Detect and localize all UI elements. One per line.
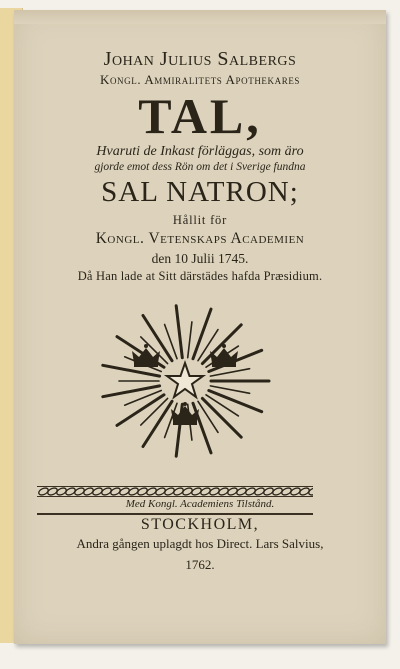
title-page: [14, 10, 386, 644]
imprint-city: STOCKHOLM,: [140, 516, 260, 533]
academy-line: Kongl. Vetenskaps Academien: [95, 230, 305, 247]
ornamental-rule-bottom: [37, 496, 313, 497]
permission-rule: [37, 513, 313, 515]
imprint-printer: Andra gången uplagdt hos Direct. Lars Salvius,: [76, 536, 324, 551]
author-line: Johan Julius Salbergs: [103, 48, 297, 70]
page-top-edge: [14, 10, 386, 24]
main-title: TAL,: [138, 88, 262, 144]
ray-line: [176, 306, 182, 358]
ray-line: [193, 309, 211, 359]
office-line: Kongl. Ammiralitets Apothekares: [99, 72, 301, 87]
subtitle-line-1: Hvaruti de Inkast förläggas, som äro: [96, 144, 304, 159]
ray-line: [188, 322, 192, 358]
ornamental-border: [37, 487, 313, 496]
permission-line: Med Kongl. Academiens Tilstånd.: [125, 498, 275, 510]
imprint-year: 1762.: [185, 557, 215, 572]
star-burst-with-three-crowns-icon: [82, 297, 322, 467]
date-line: den 10 Julii 1745.: [151, 251, 249, 266]
subtitle-line-2: gjorde emot dess Rön om det i Sverige fundna: [94, 161, 306, 173]
ray-line: [193, 403, 211, 453]
held-for-line: Hållit för: [172, 213, 228, 227]
natron-heading: SAL NATRON;: [101, 176, 299, 208]
praeses-line: Då Han lade at Sitt därstädes hafda Præsidium.: [77, 269, 323, 283]
